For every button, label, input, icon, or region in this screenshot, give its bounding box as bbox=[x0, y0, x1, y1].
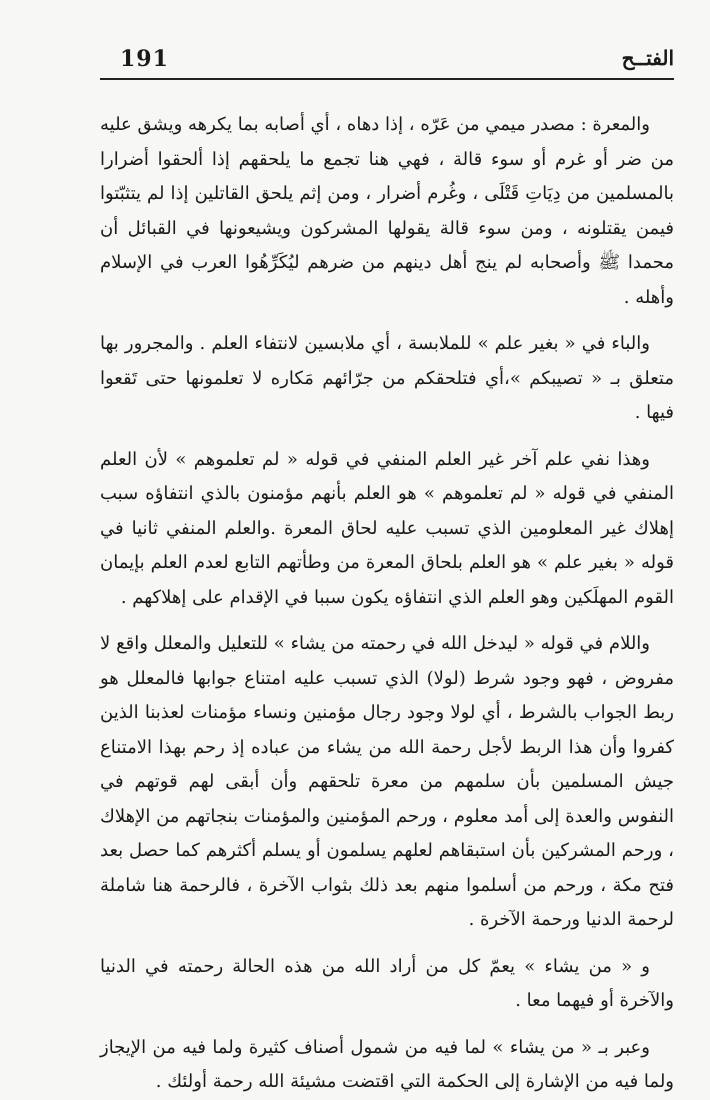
paragraph-3: وهذا نفي علم آخر غير العلم المنفي في قوله « لم تعلموهم » لأن العلم المنفي في قوله « لم تعلموهم » هو العلم بأنهم مؤمنون بالذي انتفاؤه سبب إهلاك غير المعلومين الذي تسبب عليه لحاق المعرة .والعلم المنفي ثانيا في قوله « بغير علم » هو العلم بلحاق المعرة من وطأتهم التابع لعدم العلم بإيمان القوم المهلَكين وهو العلم الذي انتفاؤه يكون سببا في الإقدام على إهلاكهم . bbox=[100, 448, 674, 608]
page-number: 191 bbox=[120, 46, 169, 72]
paragraph-6: وعبر بـ « من يشاء » لما فيه من شمول أصناف كثيرة ولما فيه من الإيجاز ولما فيه من الإشارة إلى الحكمة التي اقتضت مشيئة الله رحمة أولئك . bbox=[100, 1036, 674, 1092]
header-divider bbox=[100, 78, 674, 80]
paragraph-2: والباء في « بغير علم » للملابسة ، أي ملابسين لانتفاء العلم . والمجرور بها متعلق بـ « تصيبكم »،أي فتلحقكم من جرّائهم مَكاره لا تعلمونها حتى تَقعوا فيها . bbox=[100, 333, 674, 423]
paragraph-4: واللام في قوله « ليدخل الله في رحمته من يشاء » للتعليل والمعلل واقع لا مفروض ، فهو وجود شرط (لولا) الذي تسبب عليه امتناع جوابها فالمعلل هو ربط الجواب بالشرط ، أي لولا وجود رجال مؤمنين ونساء مؤمنات لعذبنا الذين كفروا وأن هذا الربط لأجل رحمة الله من يشاء من عباده إذ رحم بهذا الامتناع جيش المسلمين بأن سلمهم من معرة تلحقهم وأن أبقى لهم قوتهم في النفوس والعدة إلى أمد معلوم ، ورحم المؤمنين والمؤمنات بنجاتهم من الإهلاك ، ورحم المشركين بأن استبقاهم لعلهم يسلمون أو يسلم أكثرهم كما حصل بعد فتح مكة ، ورحم من أسلموا منهم بعد ذلك بثواب الآخرة ، فالرحمة هنا شاملة لرحمة الدنيا ورحمة الآخرة . bbox=[100, 633, 674, 930]
page-body bbox=[100, 108, 674, 1100]
paragraph-1: والمعرة : مصدر ميمي من عَرّه ، إذا دهاه ، أي أصابه بما يكرهه ويشق عليه من ضر أو غرم أو سوء قالة ، فهي هنا تجمع ما يلحقهم إذا ألحقوا أضرارا بالمسلمين من دِيَاتِ قَتْلَى ، وغُرم أضرار ، ومن إثم يلحق القاتلين إذا لم يتثبّتوا فيمن يقتلونه ، ومن سوء قالة يقولها المشركون ويشيعونها في القبائل أن محمدا ﷺ وأصحابه لم ينج أهل دينهم من ضرهم ليُكَرِّهُوا العرب في الإسلام وأهله . bbox=[100, 114, 674, 308]
paragraph-5: و « من يشاء » يعمّ كل من أراد الله من هذه الحالة رحمته في الدنيا والآخرة أو فيهما معا . bbox=[100, 955, 674, 1011]
page-header bbox=[100, 44, 674, 74]
running-title: الفتــح bbox=[621, 46, 674, 70]
